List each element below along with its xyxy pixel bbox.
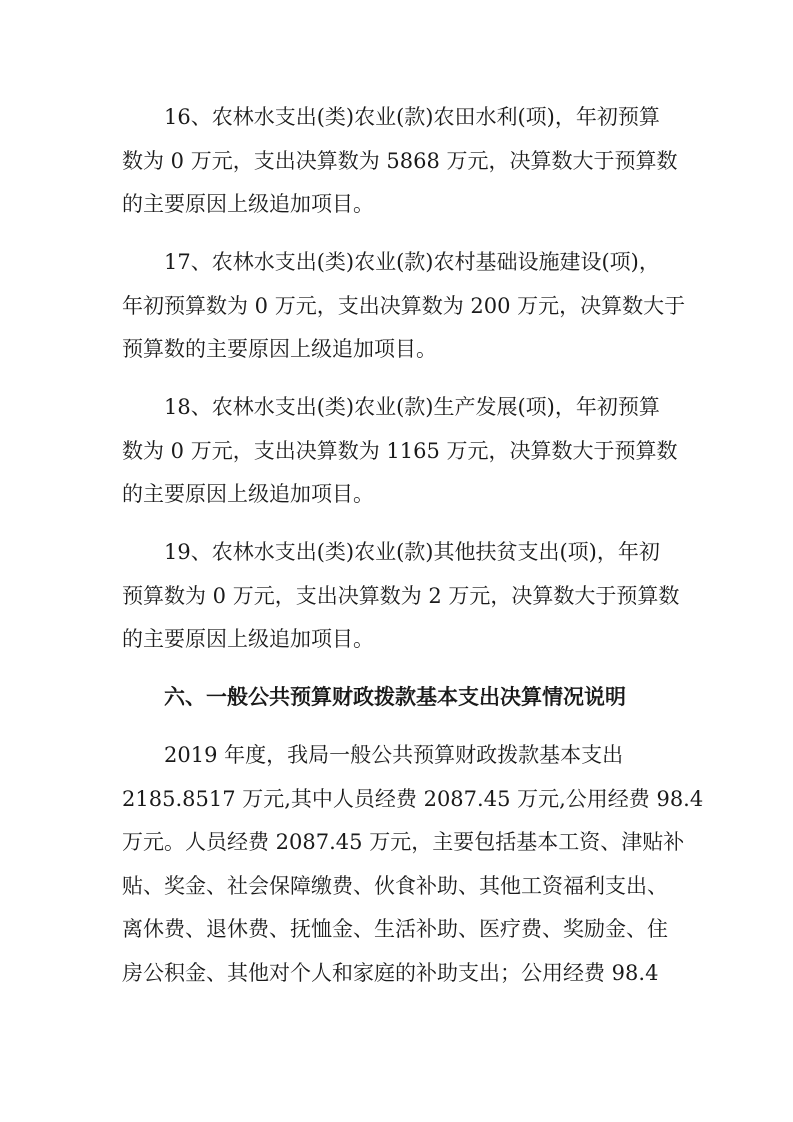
section-body-line-1: 2019 年度，我局一般公共预算财政拨款基本支出 [164,743,624,767]
paragraph-19-line-2: 预算数为 0 万元，支出决算数为 2 万元，决算数大于预算数 [122,584,680,608]
section-heading: 六、一般公共预算财政拨款基本支出决算情况说明 [164,684,626,709]
section-body-line-4: 贴、奖金、社会保障缴费、伙食补助、其他工资福利支出、 [122,874,668,898]
paragraph-18-line-1: 18、农林水支出(类)农业(款)生产发展(项)，年初预算 [164,395,660,419]
paragraph-16-line-1: 16、农林水支出(类)农业(款)农田水利(项)，年初预算 [164,105,660,129]
paragraph-17-line-2: 年初预算数为 0 万元，支出决算数为 200 万元，决算数大于 [122,294,686,318]
section-body-line-5: 离休费、退休费、抚恤金、生活补助、医疗费、奖励金、住 [122,917,668,941]
paragraph-18-line-2: 数为 0 万元，支出决算数为 1165 万元，决算数大于预算数 [122,439,678,463]
section-body-line-6: 房公积金、其他对个人和家庭的补助支出；公用经费 98.4 [122,961,659,985]
paragraph-19-line-1: 19、农林水支出(类)农业(款)其他扶贫支出(项)，年初 [164,540,660,564]
paragraph-17-line-1: 17、农林水支出(类)农业(款)农村基础设施建设(项)， [164,250,660,274]
paragraph-19-line-3: 的主要原因上级追加项目。 [122,627,374,651]
paragraph-18-line-3: 的主要原因上级追加项目。 [122,482,374,506]
section-body-line-2: 2185.8517 万元,其中人员经费 2087.45 万元,公用经费 98.4 [122,787,704,811]
paragraph-16-line-2: 数为 0 万元，支出决算数为 5868 万元，决算数大于预算数 [122,149,678,173]
paragraph-16-line-3: 的主要原因上级追加项目。 [122,192,374,216]
paragraph-17-line-3: 预算数的主要原因上级追加项目。 [122,337,437,361]
section-body-line-3: 万元。人员经费 2087.45 万元，主要包括基本工资、津贴补 [122,830,685,854]
